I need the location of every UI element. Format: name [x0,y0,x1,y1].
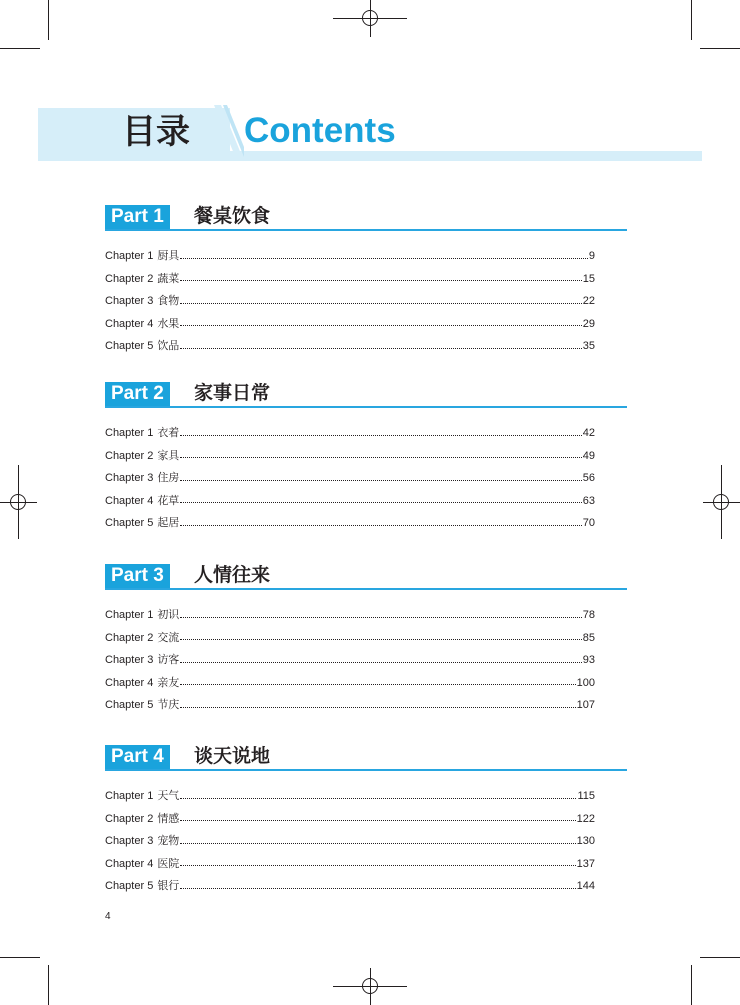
dot-leader [180,456,581,458]
chapter-name: 食物 [157,294,180,308]
toc-entry[interactable] [105,627,595,650]
dot-leader [180,524,581,526]
dot-leader [180,706,575,708]
dot-leader [180,324,581,326]
chapter-label: Chapter 5 [105,340,154,353]
chapter-page: 15 [582,272,595,285]
chapter-page: 22 [582,295,595,308]
chapter-label: Chapter 1 [105,609,154,621]
chapter-page: 144 [576,880,595,893]
chapter-page: 42 [582,427,595,439]
toc-entry[interactable] [105,467,595,490]
dot-leader [180,842,575,844]
part-section-3 [105,562,627,717]
chapter-label: Chapter 2 [105,272,154,285]
part-badge: Part 2 [105,382,170,406]
chapter-page: 9 [588,250,595,262]
toc-entry[interactable] [105,290,595,313]
toc-entry[interactable] [105,268,595,291]
chapter-name: 水果 [157,316,180,330]
part-title: 家事日常 [194,382,271,404]
chapter-name: 家具 [157,448,180,462]
chapter-page: 100 [576,676,595,689]
chapter-label: Chapter 4 [105,494,154,507]
toc-entry[interactable] [105,445,595,468]
part-section-4 [105,743,627,898]
chapter-list [105,245,595,358]
chapter-name: 访客 [157,653,180,667]
chapter-page: 78 [582,609,595,621]
part-badge: Part 3 [105,564,170,588]
dot-leader [180,279,581,281]
page-title-chinese: 目录 [122,112,190,152]
chapter-page: 63 [582,494,595,507]
toc-entry[interactable] [105,335,595,358]
chapter-page: 115 [577,790,595,802]
chapter-label: Chapter 1 [105,250,154,262]
dot-leader [180,864,575,866]
dot-leader [180,302,581,304]
chapter-label: Chapter 4 [105,857,154,870]
page-number: 4 [105,911,111,922]
toc-entry[interactable] [105,853,595,876]
chapter-label: Chapter 3 [105,835,154,848]
toc-entry[interactable] [105,490,595,513]
part-title: 谈天说地 [194,745,271,767]
part-header [105,203,627,231]
chapter-page: 29 [582,317,595,330]
chapter-name: 住房 [157,471,180,485]
dot-leader [180,501,581,503]
toc-entry[interactable] [105,649,595,672]
dot-leader [180,887,575,889]
dot-leader [180,661,581,663]
toc-entry[interactable] [105,313,595,336]
chapter-name: 节庆 [157,698,180,712]
part-badge: Part 1 [105,205,170,229]
toc-entry[interactable] [105,672,595,695]
chapter-name: 医院 [157,856,180,870]
chapter-page: 35 [582,340,595,353]
chapter-label: Chapter 4 [105,676,154,689]
page-title-english: Contents [244,111,396,150]
chapter-label: Chapter 2 [105,631,154,644]
part-header [105,743,627,771]
chapter-label: Chapter 1 [105,427,154,439]
chapter-label: Chapter 5 [105,517,154,530]
toc-entry[interactable] [105,830,595,853]
chapter-label: Chapter 4 [105,317,154,330]
chapter-name: 宠物 [157,834,180,848]
toc-entry[interactable] [105,245,595,268]
dot-leader [180,616,581,618]
dot-leader [180,683,575,685]
chapter-page: 56 [582,472,595,485]
chapter-label: Chapter 3 [105,295,154,308]
part-section-2 [105,380,627,535]
chapter-label: Chapter 2 [105,449,154,462]
chapter-name: 衣着 [157,426,180,439]
toc-entry[interactable] [105,512,595,535]
chapter-label: Chapter 5 [105,880,154,893]
chapter-label: Chapter 3 [105,472,154,485]
toc-entry[interactable] [105,785,595,808]
chapter-list [105,785,595,898]
chapter-list [105,422,595,535]
toc-entry[interactable] [105,875,595,898]
chapter-list [105,604,595,717]
toc-entry[interactable] [105,694,595,717]
part-title: 餐桌饮食 [194,205,271,227]
slash-divider-icon [214,105,244,161]
chapter-name: 天气 [157,789,180,802]
dot-leader [180,257,588,259]
dot-leader [180,479,581,481]
dot-leader [180,638,581,640]
part-header [105,380,627,408]
toc-entry[interactable] [105,604,595,627]
dot-leader [180,797,576,799]
chapter-name: 银行 [157,879,180,893]
chapter-name: 起居 [157,516,180,530]
toc-entry[interactable] [105,422,595,445]
toc-entry[interactable] [105,808,595,831]
chapter-page: 107 [576,699,595,712]
chapter-name: 情感 [157,811,180,825]
chapter-page: 49 [582,449,595,462]
chapter-name: 亲友 [157,675,180,689]
chapter-name: 初识 [157,608,180,621]
chapter-label: Chapter 2 [105,812,154,825]
part-section-1 [105,203,627,358]
chapter-name: 饮品 [157,339,180,353]
chapter-page: 130 [576,835,595,848]
chapter-label: Chapter 3 [105,654,154,667]
chapter-page: 93 [582,654,595,667]
chapter-name: 厨具 [157,249,180,262]
chapter-name: 交流 [157,630,180,644]
chapter-page: 137 [576,857,595,870]
chapter-name: 蔬菜 [157,271,180,285]
chapter-label: Chapter 1 [105,790,154,802]
chapter-page: 70 [582,517,595,530]
dot-leader [180,434,581,436]
chapter-label: Chapter 5 [105,699,154,712]
part-badge: Part 4 [105,745,170,769]
dot-leader [180,347,581,349]
chapter-page: 122 [576,812,595,825]
dot-leader [180,819,575,821]
chapter-name: 花草 [157,493,180,507]
part-title: 人情往来 [194,564,271,586]
part-header [105,562,627,590]
chapter-page: 85 [582,631,595,644]
